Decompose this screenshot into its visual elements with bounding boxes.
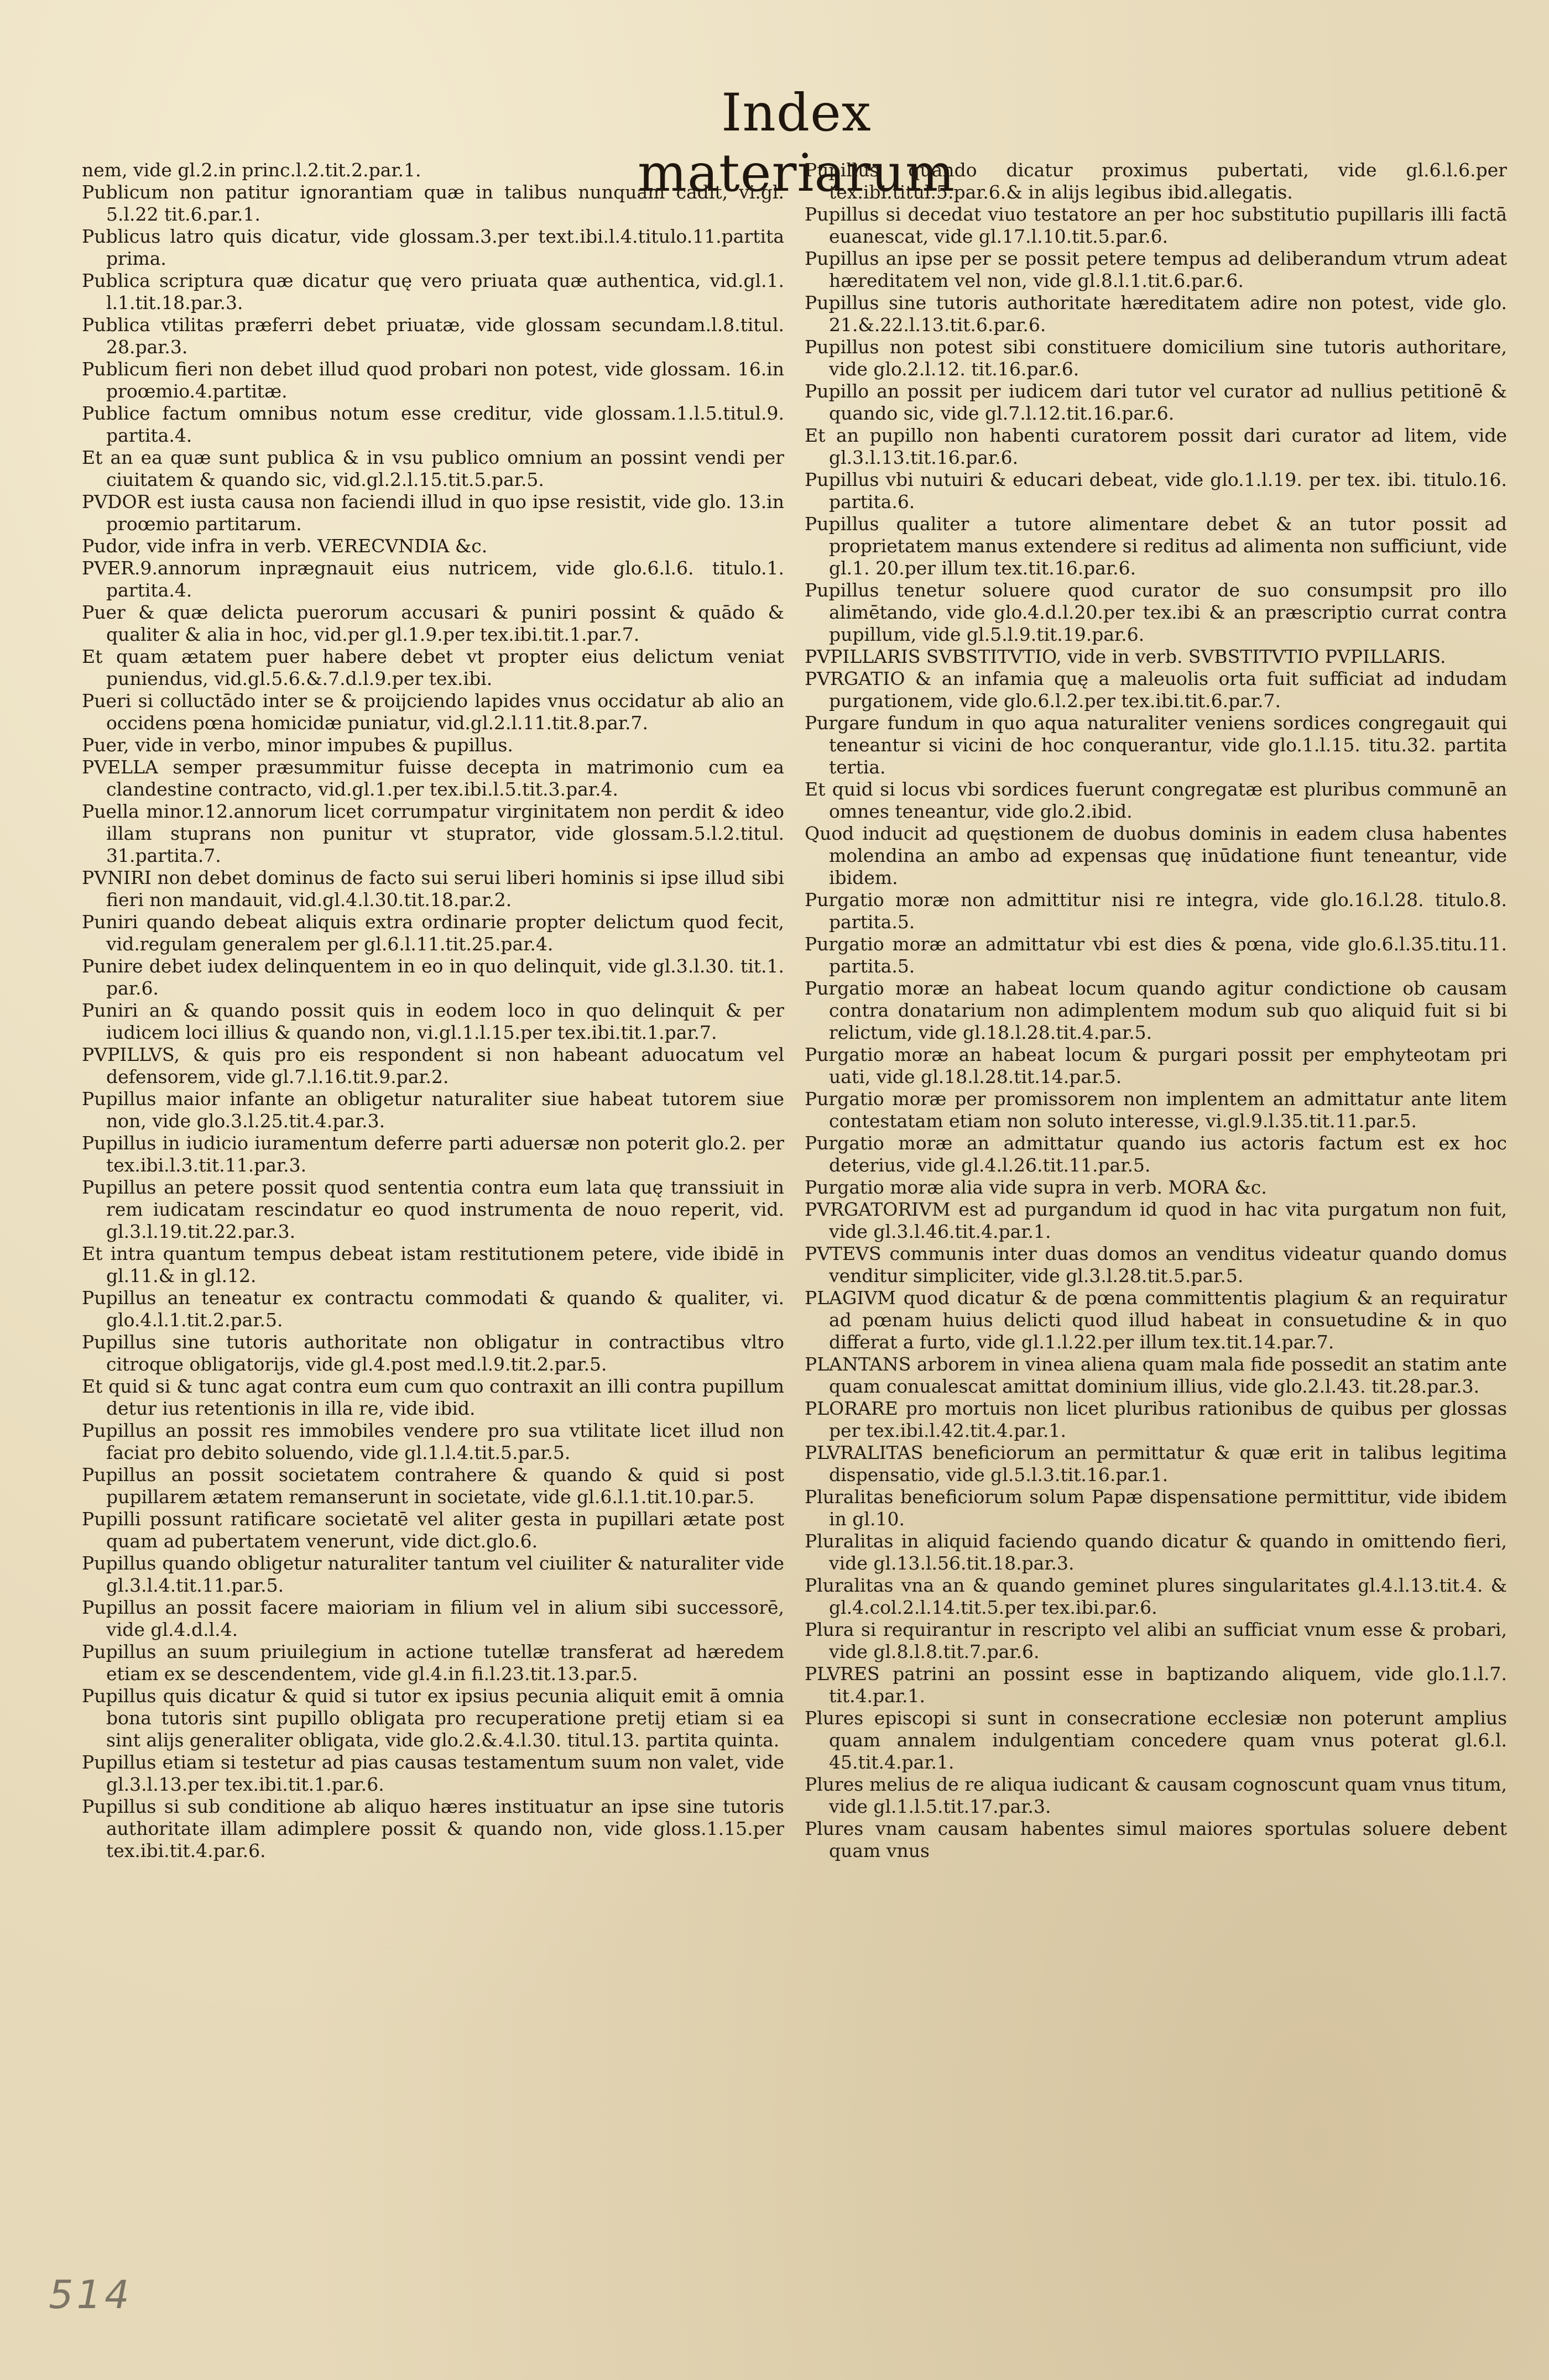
- left-index-entry: Pupillus sine tutoris authoritate non obligatur in contractibus vltro citroque obligatorijs, vide gl.4.post med.l.9.tit.2.par.5.: [82, 1331, 784, 1375]
- left-index-entry: Puniri an & quando possit quis in eodem loco in quo delinquit & per iudicem loci illius & quando non, vi.gl.1.l.15.per tex.ibi.tit.1.par.7.: [82, 1000, 784, 1043]
- left-index-entry: Pupillus an teneatur ex contractu commodati & quando & qualiter, vi. glo.4.l.1.tit.2.par.5.: [82, 1287, 784, 1331]
- left-index-entry: Pupillus an possit societatem contrahere & quando & quid si post pupillarem ætatem remanserunt in societate, vide gl.6.l.1.tit.10.par.5.: [82, 1464, 784, 1508]
- right-index-entry: Purgatio moræ non admittitur nisi re integra, vide glo.16.l.28. titulo.8. partita.5.: [805, 889, 1507, 933]
- left-index-entry: Publice factum omnibus notum esse creditur, vide glossam.1.l.5.titul.9. partita.4.: [82, 402, 784, 446]
- left-index-entry: Publica scriptura quæ dicatur quę vero priuata quæ authentica, vid.gl.1. l.1.tit.18.par.3.: [82, 270, 784, 313]
- right-index-entry: Quod inducit ad quęstionem de duobus dominis in eadem clusa habentes molendina an ambo ad expensas quę inūdatione fiunt teneantur, vide ibidem.: [805, 823, 1507, 888]
- left-index-entry: Puer & quæ delicta puerorum accusari & puniri possint & quādo & qualiter & alia in hoc, vid.per gl.1.9.per tex.ibi.tit.1.par.7.: [82, 601, 784, 645]
- right-index-entry: Et an pupillo non habenti curatorem possit dari curator ad litem, vide gl.3.l.13.tit.16.par.6.: [805, 425, 1507, 468]
- left-index-entry: Pueri si colluctādo inter se & proijciendo lapides vnus occidatur ab alio an occidens pœna homicidæ puniatur, vid.gl.2.l.11.tit.8.par.7.: [82, 690, 784, 734]
- left-index-entry: PVPILLVS, & quis pro eis respondent si non habeant aduocatum vel defensorem, vide gl.7.l.16.tit.9.par.2.: [82, 1044, 784, 1087]
- right-index-entry: Pupillus vbi nutuiri & educari debeat, vide glo.1.l.19. per tex. ibi. titulo.16. partita.6.: [805, 469, 1507, 512]
- right-index-entry: Pupillus an ipse per se possit petere tempus ad deliberandum vtrum adeat hæreditatem vel non, vide gl.8.l.1.tit.6.par.6.: [805, 248, 1507, 291]
- left-index-entry: Punire debet iudex delinquentem in eo in quo delinquit, vide gl.3.l.30. tit.1. par.6.: [82, 955, 784, 999]
- right-column: [805, 159, 1507, 2260]
- right-index-entry: Pluralitas beneficiorum solum Papæ dispensatione permittitur, vide ibidem in gl.10.: [805, 1486, 1507, 1530]
- right-index-entry: Purgare fundum in quo aqua naturaliter veniens sordices congregauit qui teneantur si vicini de hoc conquerantur, vide glo.1.l.15. titu.32. partita tertia.: [805, 712, 1507, 778]
- right-index-entry: PVTEVS communis inter duas domos an venditus videatur quando domus venditur simpliciter, vide gl.3.l.28.tit.5.par.5.: [805, 1243, 1507, 1286]
- left-index-entry: Publicum fieri non debet illud quod probari non potest, vide glossam. 16.in proœmio.4.partitæ.: [82, 358, 784, 402]
- left-index-entry: Pupillus in iudicio iuramentum deferre parti aduersæ non poterit glo.2. per tex.ibi.l.3.tit.11.par.3.: [82, 1132, 784, 1176]
- left-index-entry: Et an ea quæ sunt publica & in vsu publico omnium an possint vendi per ciuitatem & quando sic, vid.gl.2.l.15.tit.5.par.5.: [82, 447, 784, 490]
- right-index-entry: Pluralitas in aliquid faciendo quando dicatur & quando in omittendo fieri, vide gl.13.l.56.tit.18.par.3.: [805, 1530, 1507, 1574]
- right-index-entry: Pupillus si decedat viuo testatore an per hoc substitutio pupillaris illi factā euanescat, vide gl.17.l.10.tit.5.par.6.: [805, 203, 1507, 247]
- left-index-entry: Pudor, vide infra in verb. VERECVNDIA &c.: [82, 535, 488, 557]
- left-index-entry: Pupilli possunt ratificare societatē vel aliter gesta in pupillari ætate post quam ad pubertatem venerunt, vide dict.glo.6.: [82, 1508, 784, 1552]
- left-index-entry: PVER.9.annorum inprægnauit eius nutricem, vide glo.6.l.6. titulo.1. partita.4.: [82, 557, 784, 601]
- right-index-entry: Plura si requirantur in rescripto vel alibi an sufficiat vnum esse & probari, vide gl.8.l.8.tit.7.par.6.: [805, 1619, 1507, 1662]
- left-index-entry: PVNIRI non debet dominus de facto sui serui liberi hominis si ipse illud sibi fieri non mandauit, vid.gl.4.l.30.tit.18.par.2.: [82, 867, 784, 911]
- left-index-entry: Puniri quando debeat aliquis extra ordinarie propter delictum quod fecit, vid.regulam generalem per gl.6.l.11.tit.25.par.4.: [82, 911, 784, 955]
- right-index-entry: Purgatio moræ an habeat locum & purgari possit per emphyteotam pri uati, vide gl.18.l.28.tit.14.par.5.: [805, 1044, 1507, 1087]
- left-index-entry: Pupillus quis dicatur & quid si tutor ex ipsius pecunia aliquit emit ā omnia bona tutoris sint pupillo obligata pro recuperatione pretij etiam si ea sint alijs generaliter obligata, vide glo.2.&.4.l.30. titul.13. partita quinta.: [82, 1685, 784, 1751]
- right-index-entry: Purgatio moræ alia vide supra in verb. MORA &c.: [805, 1176, 1267, 1198]
- right-index-entry: Purgatio moræ an admittatur vbi est dies & pœna, vide glo.6.l.35.titu.11. partita.5.: [805, 933, 1507, 977]
- left-index-entry: Et intra quantum tempus debeat istam restitutionem petere, vide ibidē in gl.11.& in gl.12.: [82, 1243, 784, 1286]
- left-index-entry: PVELLA semper præsummitur fuisse decepta in matrimonio cum ea clandestine contracto, vid.gl.1.per tex.ibi.l.5.tit.3.par.4.: [82, 756, 784, 800]
- right-index-entry: Purgatio moræ an habeat locum quando agitur condictione ob causam contra donatarium non adimplentem modum sub quo aliquid fuit si bi relictum, vide gl.18.l.28.tit.4.par.5.: [805, 977, 1507, 1043]
- right-index-entry: Pupillus non potest sibi constituere domicilium sine tutoris authoritare, vide glo.2.l.12. tit.16.par.6.: [805, 336, 1507, 380]
- left-index-entry: Pupillus an petere possit quod sententia contra eum lata quę transsiuit in rem iudicatam rescindatur eo quod instrumenta de nouo reperit, vid. gl.3.l.19.tit.22.par.3.: [82, 1176, 784, 1242]
- left-index-entry: Puella minor.12.annorum licet corrumpatur virginitatem non perdit & ideo illam stuprans non punitur vt stuprator, vide glossam.5.l.2.titul. 31.partita.7.: [82, 801, 784, 866]
- left-index-entry: Et quam ætatem puer habere debet vt propter eius delictum veniat puniendus, vid.gl.5.6.&.7.d.l.9.per tex.ibi.: [82, 646, 784, 689]
- right-index-entry: Plures vnam causam habentes simul maiores sportulas soluere debent quam vnus: [805, 1818, 1507, 1861]
- left-index-entry: Publicus latro quis dicatur, vide glossam.3.per text.ibi.l.4.titulo.11.partita prima.: [82, 226, 784, 269]
- right-index-entry: PLVRES patrini an possint esse in baptizando aliquem, vide glo.1.l.7. tit.4.par.1.: [805, 1663, 1507, 1707]
- left-index-entry: PVDOR est iusta causa non faciendi illud in quo ipse resistit, vide glo. 13.in proœmio partitarum.: [82, 491, 784, 535]
- right-index-entry: PVRGATIO & an infamia quę a maleuolis orta fuit sufficiat ad indudam purgationem, vide glo.6.l.2.per tex.ibi.tit.6.par.7.: [805, 668, 1507, 712]
- right-index-entry: Purgatio moræ per promissorem non implentem an admittatur ante litem contestatam etiam non soluto interesse, vi.gl.9.l.35.tit.11.par.5.: [805, 1088, 1507, 1132]
- left-index-entry: Pupillus an possit facere maioriam in filium vel in alium sibi successorē, vide gl.4.d.l.4.: [82, 1597, 784, 1640]
- left-column: [82, 159, 784, 2260]
- right-index-entry: PVRGATORIVM est ad purgandum id quod in hac vita purgatum non fuit, vide gl.3.l.46.tit.4.par.1.: [805, 1199, 1507, 1242]
- left-index-entry: Publica vtilitas præferri debet priuatæ, vide glossam secundam.l.8.titul. 28.par.3.: [82, 314, 784, 358]
- right-index-entry: PLAGIVM quod dicatur & de pœna committentis plagium & an requiratur ad pœnam huius delicti quod illud habeat in consuetudine & in quo differat a furto, vide gl.1.l.22.per illum tex.tit.14.par.7.: [805, 1287, 1507, 1353]
- right-index-entry: Plures melius de re aliqua iudicant & causam cognoscunt quam vnus titum, vide gl.1.l.5.tit.17.par.3.: [805, 1774, 1507, 1817]
- left-index-entry: Puer, vide in verbo, minor impubes & pupillus.: [82, 734, 513, 756]
- right-index-entry: PLANTANS arborem in vinea aliena quam mala fide possedit an statim ante quam conualescat amittat dominium illius, vide glo.2.l.43. tit.28.par.3.: [805, 1353, 1507, 1397]
- right-index-entry: Pupillus qualiter a tutore alimentare debet & an tutor possit ad proprietatem manus extendere si reditus ad alimenta non sufficiunt, vide gl.1. 20.per illum tex.tit.16.par.6.: [805, 513, 1507, 579]
- right-index-entry: PLVRALITAS beneficiorum an permittatur & quæ erit in talibus legitima dispensatio, vide gl.5.l.3.tit.16.par.1.: [805, 1442, 1507, 1485]
- right-index-entry: PVPILLARIS SVBSTITVTIO, vide in verb. SVBSTITVTIO PVPILLARIS.: [805, 646, 1446, 667]
- left-index-entry: nem, vide gl.2.in princ.l.2.tit.2.par.1.: [82, 159, 421, 181]
- folio-number: 514: [49, 2272, 133, 2318]
- left-index-entry: Et quid si & tunc agat contra eum cum quo contraxit an illi contra pupillum detur ius retentionis in illa re, vide ibid.: [82, 1375, 784, 1419]
- right-index-entry: Purgatio moræ an admittatur quando ius actoris factum est ex hoc deterius, vide gl.4.l.26.tit.11.par.5.: [805, 1132, 1507, 1176]
- right-index-entry: Plures episcopi si sunt in consecratione ecclesiæ non poterunt amplius quam annalem indulgentiam concedere quam vnus poterat gl.6.l. 45.tit.4.par.1.: [805, 1707, 1507, 1773]
- left-index-entry: Pupillus an possit res immobiles vendere pro sua vtilitate licet illud non faciat pro debito soluendo, vide gl.1.l.4.tit.5.par.5.: [82, 1420, 784, 1463]
- left-index-entry: Pupillus an suum priuilegium in actione tutellæ transferat ad hæredem etiam ex se descendentem, vide gl.4.in fi.l.23.tit.13.par.5.: [82, 1641, 784, 1685]
- right-index-entry: Pupillo an possit per iudicem dari tutor vel curator ad nullius petitionē & quando sic, vide gl.7.l.12.tit.16.par.6.: [805, 380, 1507, 424]
- right-index-entry: Et quid si locus vbi sordices fuerunt congregatæ est pluribus communē an omnes teneantur, vide glo.2.ibid.: [805, 778, 1507, 822]
- left-index-entry: Pupillus quando obligetur naturaliter tantum vel ciuiliter & naturaliter vide gl.3.l.4.tit.11.par.5.: [82, 1552, 784, 1596]
- right-index-entry: PLORARE pro mortuis non licet pluribus rationibus de quibus per glossas per tex.ibi.l.42.tit.4.par.1.: [805, 1398, 1507, 1441]
- left-index-entry: Pupillus maior infante an obligetur naturaliter siue habeat tutorem siue non, vide glo.3.l.25.tit.4.par.3.: [82, 1088, 784, 1132]
- left-index-entry: Pupillus si sub conditione ab aliquo hæres instituatur an ipse sine tutoris authoritate illam adimplere possit & quando non, vide gloss.1.15.per tex.ibi.tit.4.par.6.: [82, 1796, 784, 1861]
- right-index-entry: Pluralitas vna an & quando geminet plures singularitates gl.4.l.13.tit.4. & gl.4.col.2.l.14.tit.5.per tex.ibi.par.6.: [805, 1575, 1507, 1618]
- left-index-entry: Publicum non patitur ignorantiam quæ in talibus nunquam cadit, vi.gl. 5.l.22 tit.6.par.1.: [82, 181, 784, 225]
- right-index-entry: Pupillus quando dicatur proximus pubertati, vide gl.6.l.6.per tex.ibi.titul.5.par.6.& in alijs legibus ibid.allegatis.: [805, 159, 1507, 203]
- left-index-entry: Pupillus etiam si testetur ad pias causas testamentum suum non valet, vide gl.3.l.13.per tex.ibi.tit.1.par.6.: [82, 1751, 784, 1795]
- right-index-entry: Pupillus tenetur soluere quod curator de suo consumpsit pro illo alimētando, vide glo.4.d.l.20.per tex.ibi & an præscriptio currat contra pupillum, vide gl.5.l.9.tit.19.par.6.: [805, 579, 1507, 645]
- page-title: Index materiarum: [637, 83, 956, 203]
- right-index-entry: Pupillus sine tutoris authoritate hæreditatem adire non potest, vide glo. 21.&.22.l.13.tit.6.par.6.: [805, 292, 1507, 336]
